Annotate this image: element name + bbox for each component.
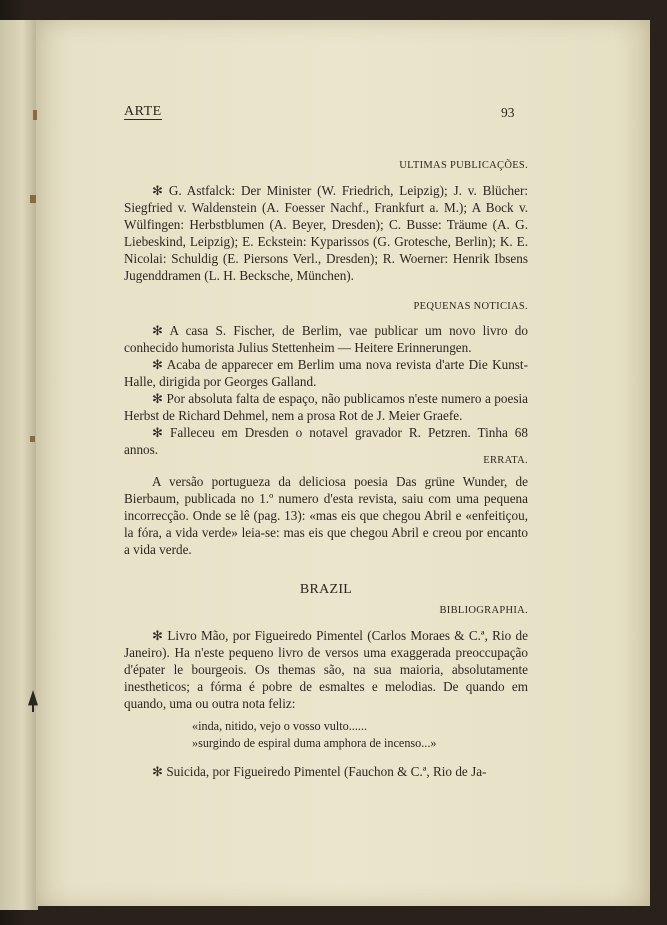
section-title-errata: ERRATA. <box>483 455 528 466</box>
news-item: ✻ Por absoluta falta de espaço, não publicamos n'este numero a poesia Herbst de Richard Dehmel, nem a prosa Rot de J. Meier Graefe. <box>124 391 528 423</box>
page-mark <box>30 436 35 442</box>
errata-paragraph: A versão portugueza da deliciosa poesia Das grüne Wunder, de Bierbaum, publicada no 1.º numero d'esta revista, saiu com uma pequena incorrecção. Onde se lê (pag. 13): «mas eis que chegou Abril e «enfeitiçou, la fóra, a vida verde» leia-se: mas eis que chegou Abril e creou por encanto a vida verde. <box>124 474 528 557</box>
quote-line: »surgindo de espiral duma amphora de incenso...» <box>192 736 437 750</box>
section-title-pequenas: PEQUENAS NOTICIAS. <box>413 301 528 312</box>
quote-line: «inda, nitido, vejo o vosso vulto...... <box>192 719 368 733</box>
news-item: ✻ Acaba de apparecer em Berlim uma nova revista d'arte Die Kunst-Halle, dirigida por Georges Galland. <box>124 357 528 389</box>
section-title-brazil: BRAZIL <box>299 582 353 597</box>
running-title: ARTE <box>124 104 162 119</box>
brazil-last-line: ✻ Suicida, por Figueiredo Pimentel (Fauchon & C.ª, Rio de Ja- <box>152 764 487 779</box>
news-item: ✻ Falleceu em Dresden o notavel gravador R. Petzren. Tinha 68 annos. <box>124 425 528 457</box>
previous-page-edge <box>0 20 38 910</box>
section-subtitle-bibliographia: BIBLIOGRAPHIA. <box>439 605 528 616</box>
page-mark <box>30 195 36 203</box>
page-number: 93 <box>501 105 515 120</box>
brazil-paragraph: ✻ Livro Mão, por Figueiredo Pimentel (Carlos Moraes & C.ª, Rio de Janeiro). Ha n'este pequeno livro de versos uma exaggerada preoccupação d'épater le bourgeois. Os themas são, na sua maioria, absolutamente inestheticos; a fórma é pobre de esmaltes e melodias. De quando em quando, uma ou outra nota feliz: <box>124 628 528 711</box>
section-title-ultimas: ULTIMAS PUBLICAÇÕES. <box>399 160 528 171</box>
page-mark <box>33 110 37 120</box>
ultimas-paragraph: ✻ G. Astfalck: Der Minister (W. Friedrich, Leipzig); J. v. Blücher: Siegfried v. Waldenstein (A. Foesser Nachf., Frankfurt a. M.); A Bock v. Wülfingen: Herbstblumen (A. Beyer, Dresden); C. Busse: Träume (A. G. Liebeskind, Leipzig); E. Eckstein: Kyparissos (G. Grotesche, Berlin); K. E. Nicolai: Schuldig (E. Piersons Verl., Dresden); R. Woerner: Henrik Ibsens Jugenddramen (L. H. Becksche, München). <box>124 183 528 283</box>
news-item: ✻ A casa S. Fischer, de Berlim, vae publicar um novo livro do conhecido humorista Julius Stettenheim — Heitere Erinnerungen. <box>124 323 528 355</box>
